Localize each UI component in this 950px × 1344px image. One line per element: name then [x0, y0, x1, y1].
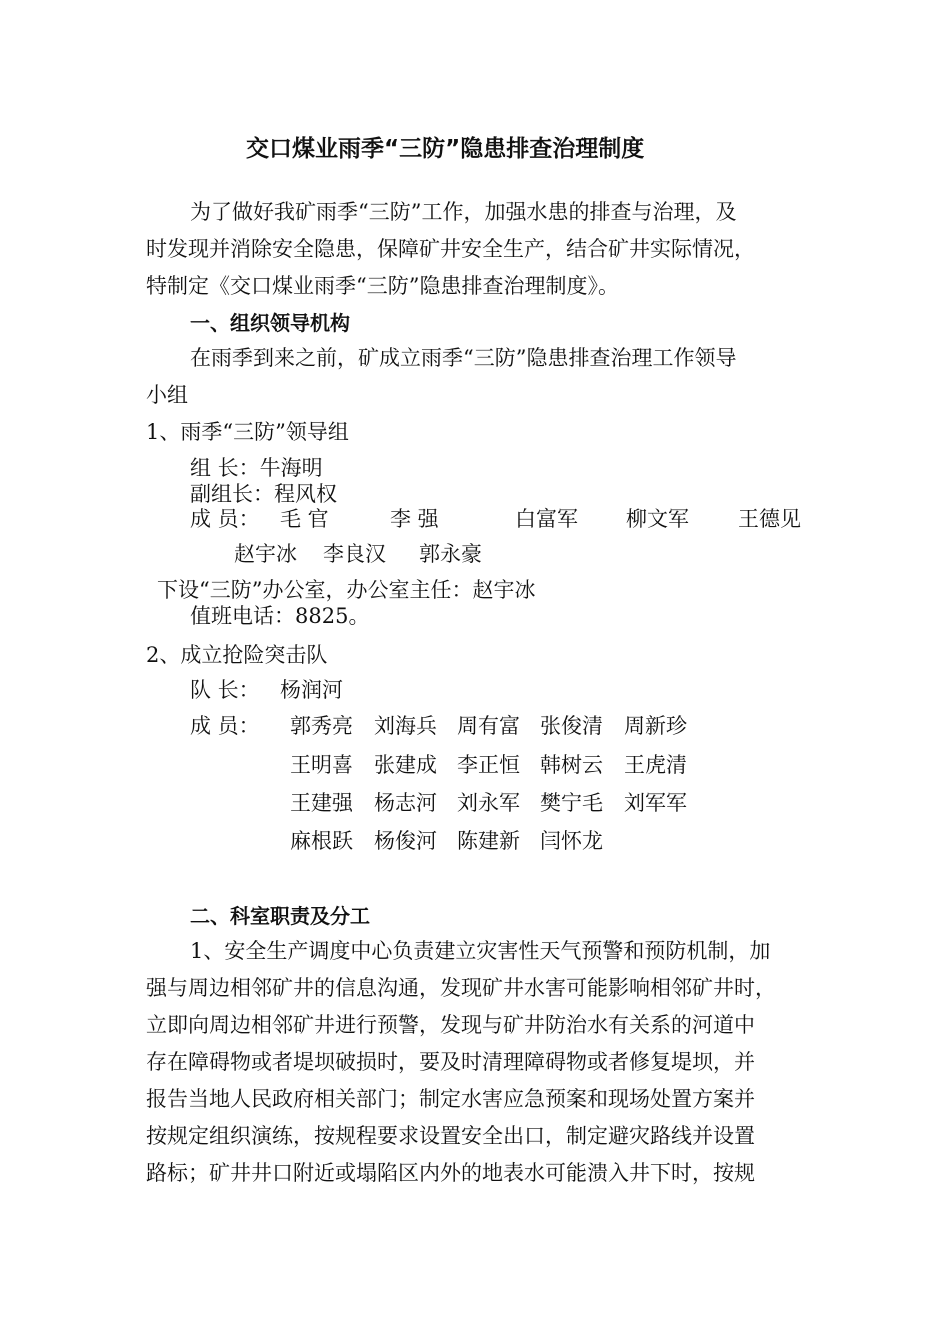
group1-member: 柳文军 [626, 507, 689, 531]
section2-paragraph-line: 报告当地人民政府相关部门；制定水害应急预案和现场处置方案并 [146, 1087, 755, 1111]
group2-member: 郭秀亮 [290, 714, 353, 738]
group1-member: 李良汉 [323, 542, 386, 566]
group2-captain-label: 队 长： [190, 678, 260, 702]
intro-line: 时发现并消除安全隐患，保障矿井安全生产，结合矿井实际情况， [146, 237, 755, 261]
group2-member: 周新珍 [624, 714, 687, 738]
group2-member: 杨志河 [374, 791, 437, 815]
section2-paragraph-line: 强与周边相邻矿井的信息沟通，发现矿井水害可能影响相邻矿井时， [146, 976, 776, 1000]
group1-title: 1、雨季“三防”领导组 [146, 420, 349, 444]
group2-member: 周有富 [457, 714, 520, 738]
group2-member: 张俊清 [540, 714, 603, 738]
group2-member: 麻根跃 [290, 829, 353, 853]
group1-member: 白富军 [515, 507, 578, 531]
section1-paragraph-line: 小组 [146, 383, 188, 407]
group1-member: 毛 官 [280, 507, 329, 531]
group2-member: 王建强 [290, 791, 353, 815]
group2-member: 刘海兵 [374, 714, 437, 738]
group2-members-label: 成 员： [190, 714, 260, 738]
intro-line: 为了做好我矿雨季“三防”工作，加强水患的排查与治理，及 [190, 200, 737, 224]
group2-member: 刘军军 [624, 791, 687, 815]
group2-member: 李正恒 [457, 753, 520, 777]
group2-member: 樊宁毛 [540, 791, 603, 815]
group2-member: 闫怀龙 [540, 829, 603, 853]
group1-phone: 值班电话：8825。 [190, 604, 370, 628]
group2-member: 韩树云 [540, 753, 603, 777]
section2-paragraph-line: 路标；矿井井口附近或塌陷区内外的地表水可能溃入井下时，按规 [146, 1161, 755, 1185]
group2-member: 杨俊河 [374, 829, 437, 853]
group2-title: 2、成立抢险突击队 [146, 643, 328, 667]
document-title: 交口煤业雨季“三防”隐患排查治理制度 [246, 136, 645, 162]
group1-member: 郭永豪 [419, 542, 482, 566]
section-heading-duties: 二、科室职责及分工 [190, 904, 370, 928]
group2-member: 张建成 [374, 753, 437, 777]
group1-member: 赵宇冰 [234, 542, 297, 566]
section2-paragraph-line: 1、安全生产调度中心负责建立灾害性天气预警和预防机制，加 [190, 939, 771, 963]
intro-line: 特制定《交口煤业雨季“三防”隐患排查治理制度》。 [146, 274, 619, 298]
group2-member: 刘永军 [457, 791, 520, 815]
group1-members-label: 成 员： [190, 507, 260, 531]
section2-paragraph-line: 立即向周边相邻矿井进行预警，发现与矿井防治水有关系的河道中 [146, 1013, 755, 1037]
group2-member: 陈建新 [457, 829, 520, 853]
group1-member: 李 强 [390, 507, 439, 531]
section2-paragraph-line: 按规定组织演练，按规程要求设置安全出口，制定避灾路线并设置 [146, 1124, 755, 1148]
section1-paragraph-line: 在雨季到来之前，矿成立雨季“三防”隐患排查治理工作领导 [190, 346, 737, 370]
group1-leader: 组 长：牛海明 [190, 456, 323, 480]
group2-captain: 杨润河 [280, 678, 343, 702]
group1-member: 王德见 [738, 507, 801, 531]
section2-paragraph-line: 存在障碍物或者堤坝破损时，要及时清理障碍物或者修复堤坝，并 [146, 1050, 755, 1074]
section-heading-organization: 一、组织领导机构 [190, 311, 350, 335]
group2-member: 王虎清 [624, 753, 687, 777]
group2-member: 王明喜 [290, 753, 353, 777]
group1-deputy: 副组长：程风权 [190, 482, 337, 506]
group1-office: 下设“三防”办公室，办公室主任：赵宇冰 [157, 578, 536, 602]
